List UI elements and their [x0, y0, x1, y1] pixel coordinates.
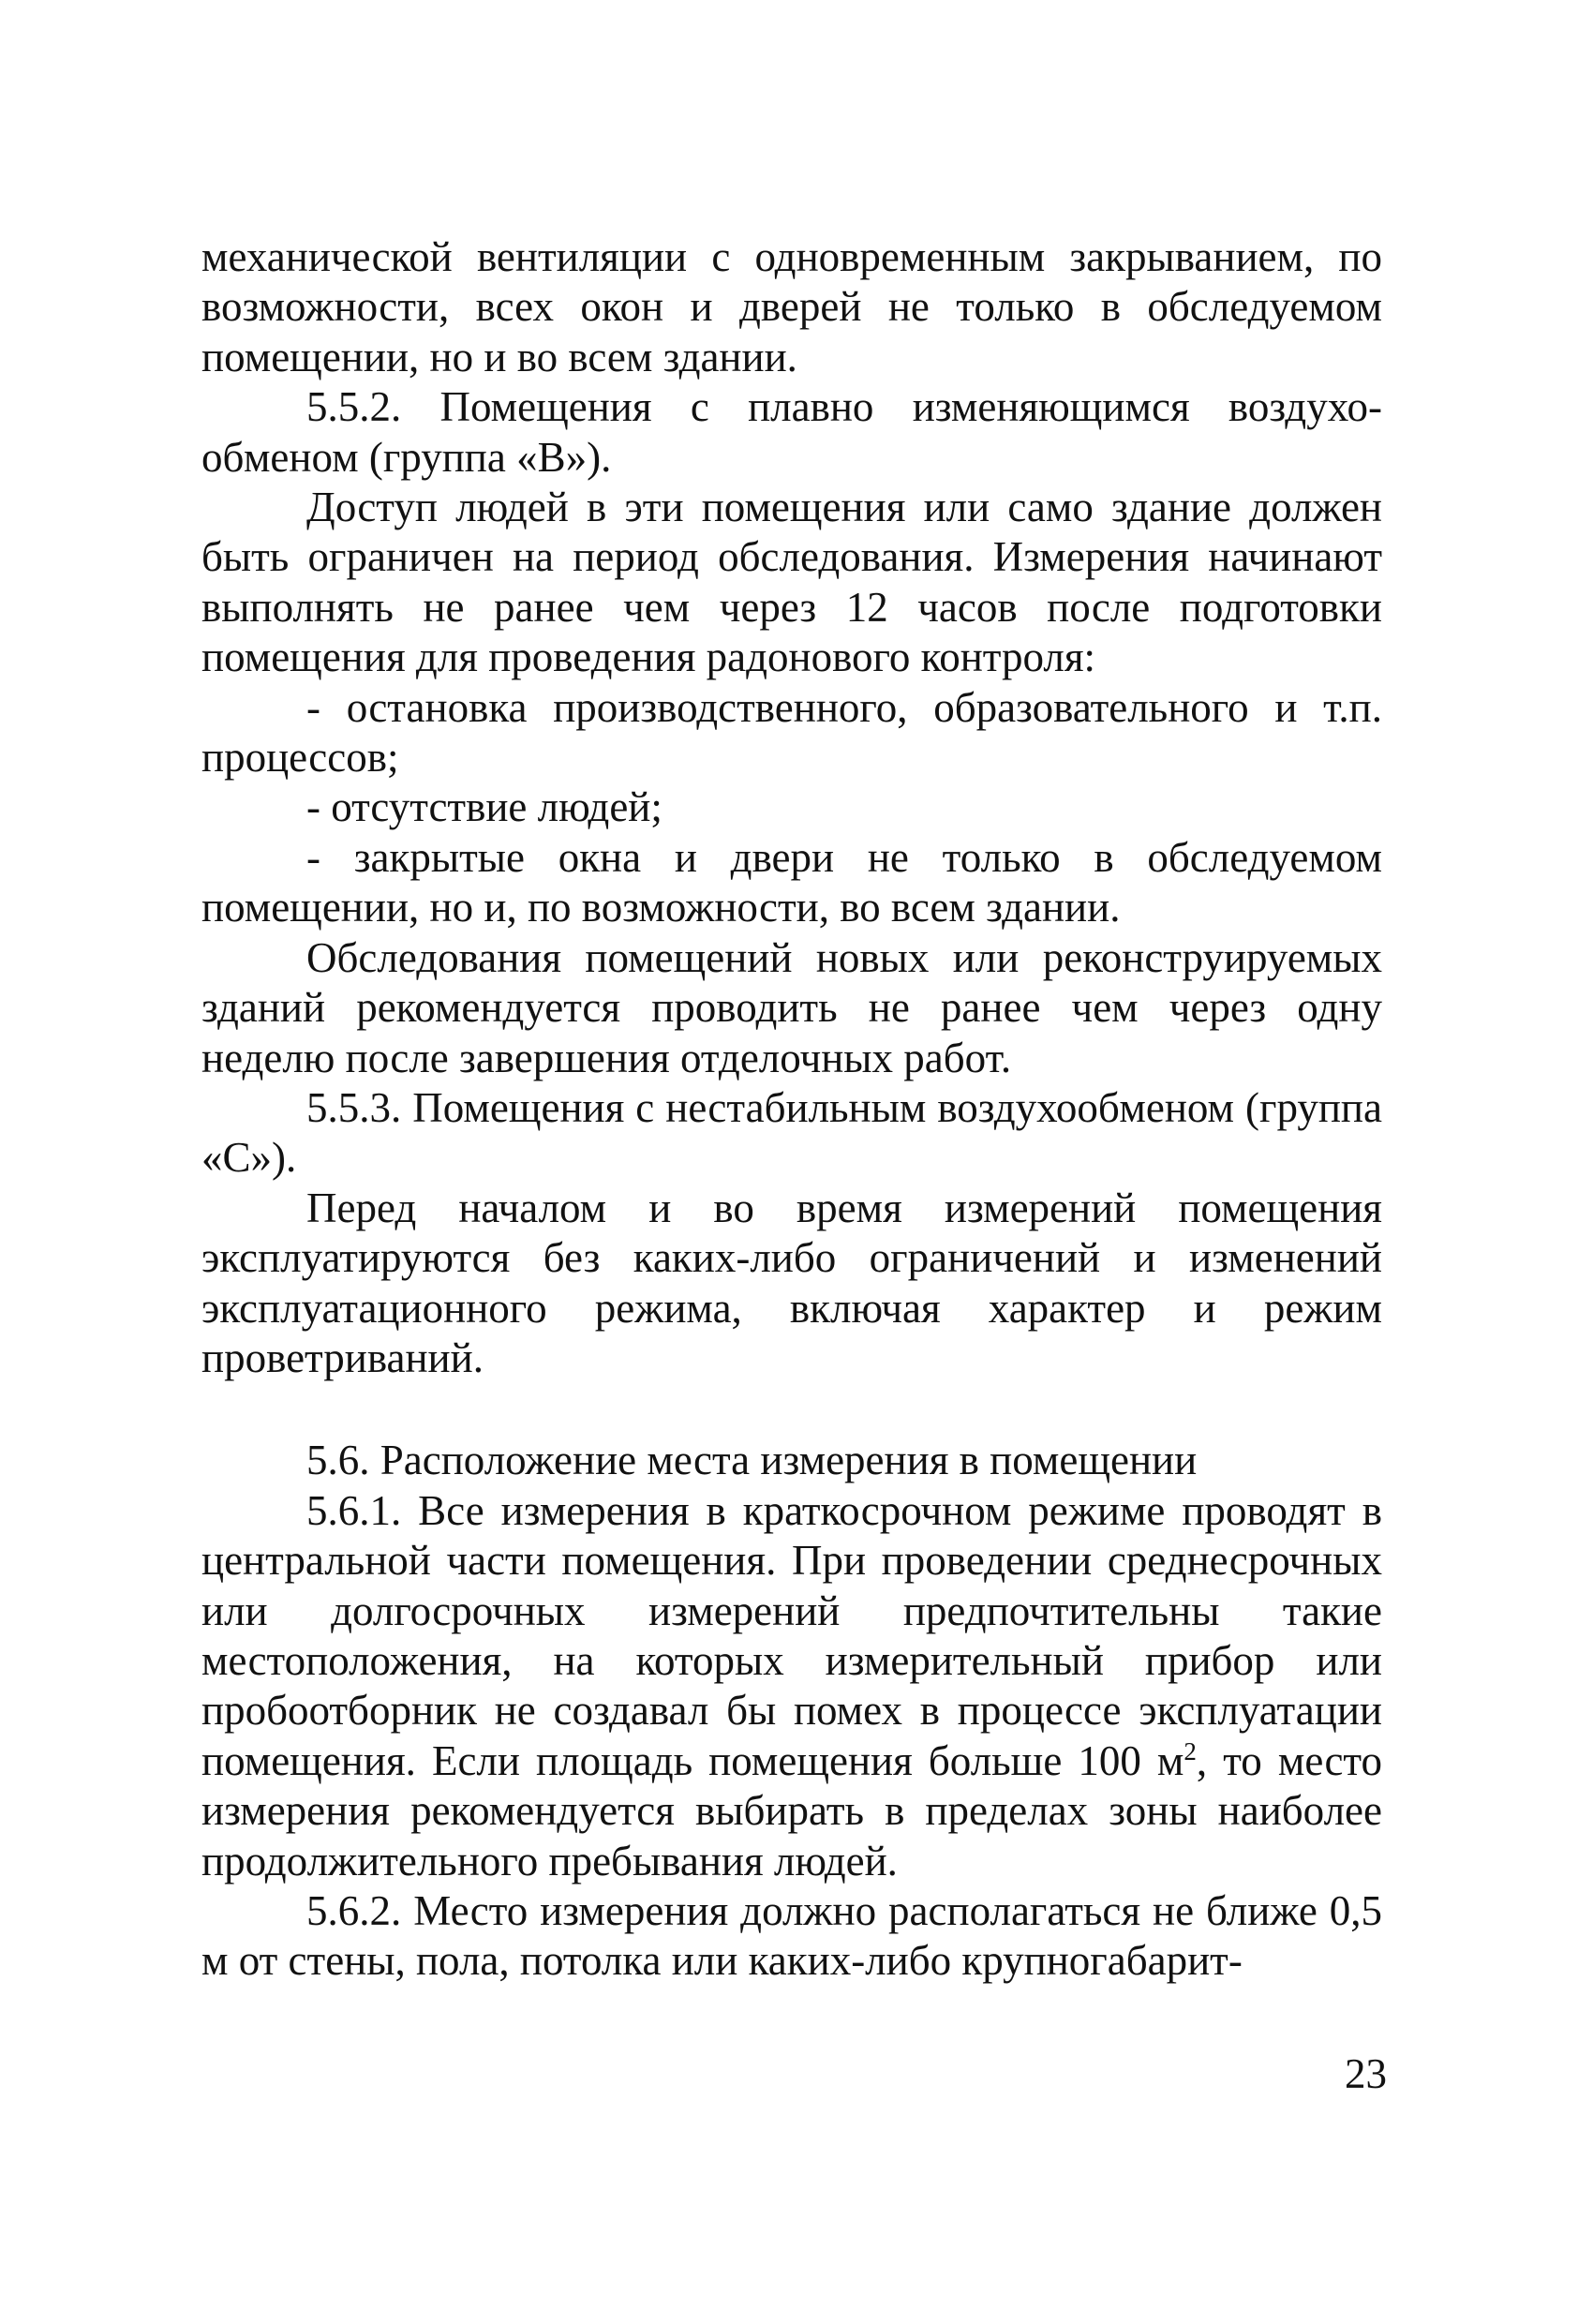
list-item-no-people: - отсутствие людей; [306, 783, 663, 831]
list-item-closed-windows: - закрытые окна и двери не только в обследуемом помещении, но и, по возможности, во всем здании. [201, 833, 1382, 931]
section-5-6-heading: 5.6. Расположение места измерения в помещении [306, 1437, 1198, 1484]
paragraph-ventilation-continuation: механической вентиляции с одновременным закрыванием, по возможности, всех окон и дверей не только в обследуемом помещении, но и во всем здании. [201, 233, 1382, 380]
paragraph-5-6-1-tail: , то место измерения рекомендуется выбирать в пределах зоны наиболее продолжительного пребывания людей. [201, 1736, 1382, 1885]
paragraph-group-c-operation: Перед началом и во время измерений помещения эксплуатируются без каких-либо ограничений и изменений эксплуатационного режима, включая характер и режим проветриваний. [201, 1184, 1382, 1381]
superscript-square: 2 [1184, 1736, 1197, 1765]
page-number: 23 [1345, 2050, 1387, 2097]
document-page [201, 232, 1382, 1987]
paragraph-5-6-1-main: 5.6.1. Все измерения в краткосрочном режиме проводят в центральной части помещения. При проведении среднесрочных или долгосрочных измерений предпочтительны такие местоположения, на которых измерительный прибор или пробоотборник не создавал бы помех в процессе эксплуатации помещения. Если площадь помещения больше 100 м [201, 1486, 1382, 1784]
paragraph-5-6-2: 5.6.2. Место измерения должно располагаться не ближе 0,5 м от стены, пола, потолка или каких-либо крупногабарит- [201, 1887, 1382, 1985]
paragraph-5-5-3-heading: 5.5.3. Помещения с нестабильным воздухообменом (группа «С»). [201, 1083, 1382, 1182]
paragraph-5-5-2-heading: 5.5.2. Помещения с плавно изменяющимся воздухообменом (группа «В»). [201, 383, 1382, 481]
paragraph-access-restriction: Доступ людей в эти помещения или само здание должен быть ограничен на период обследования. Измерения начинают выполнять не ранее чем через 12 часов после подготовки помещения для проведения радонового контроля: [201, 484, 1382, 681]
paragraph-5-6-1 [201, 1486, 1382, 1886]
list-item-process-stop: - остановка производственного, образовательного и т.п. процессов; [201, 683, 1382, 782]
paragraph-new-buildings: Обследования помещений новых или реконструируемых зданий рекомендуется проводить не ранее чем через одну неделю после завершения отделочных работ. [201, 933, 1382, 1081]
